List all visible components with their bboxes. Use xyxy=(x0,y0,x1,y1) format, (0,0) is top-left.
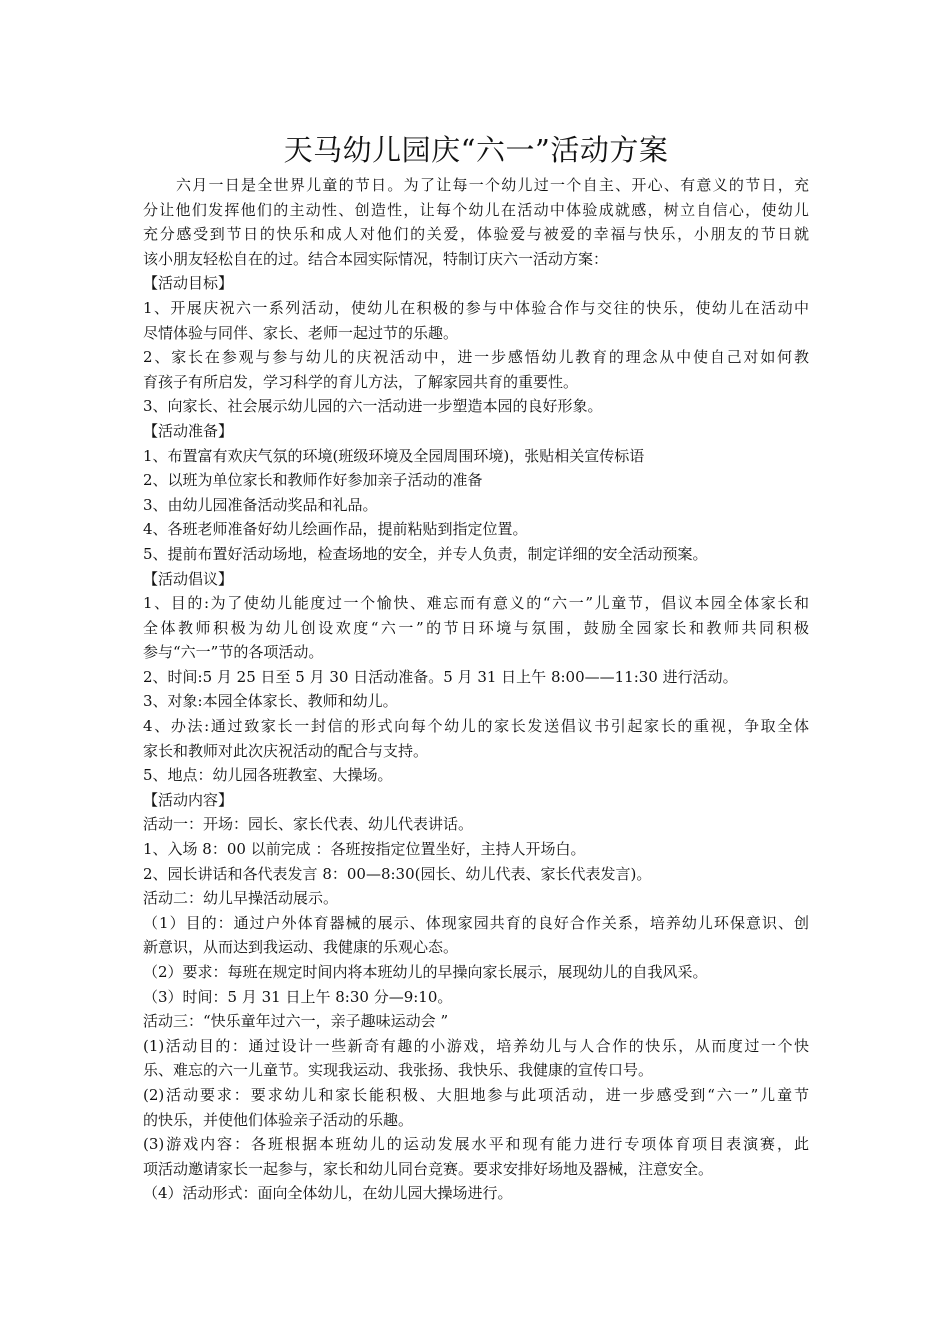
text-line: 【活动准备】 xyxy=(143,421,234,440)
text-line: 参与“六一”节的各项活动。 xyxy=(143,643,324,662)
text-line: 该小朋友轻松自在的过。结合本园实际情况，特制订庆六一活动方案： xyxy=(143,249,609,268)
text-line: (1)活动目的：通过设计一些新奇有趣的小游戏，培养幼儿与人合作的快乐，从而度过一个快 xyxy=(143,1036,809,1055)
text-line: 2、家长在参观与参与幼儿的庆祝活动中，进一步感悟幼儿教育的理念从中使自己对如何教 xyxy=(143,348,809,367)
text-line: 尽情体验与同伴、家长、老师一起过节的乐趣。 xyxy=(143,323,459,342)
text-line: 【活动目标】 xyxy=(143,274,234,293)
text-line: 3、由幼儿园准备活动奖品和礼品。 xyxy=(143,495,378,514)
text-line: （2）要求：每班在规定时间内将本班幼儿的早操向家长展示，展现幼儿的自我风采。 xyxy=(143,963,708,981)
text-line: 活动二：幼儿早操活动展示。 xyxy=(143,889,339,908)
text-line: 全体教师积极为幼儿创设欢度“六一”的节日环境与氛围，鼓励全园家长和教师共同积极 xyxy=(143,618,809,637)
text-line: 活动三：“快乐童年过六一，亲子趣味运动会 ” xyxy=(143,1012,449,1031)
text-line: 活动一：开场：园长、家长代表、幼儿代表讲话。 xyxy=(143,815,474,834)
document-lines xyxy=(143,173,809,1206)
text-line: 2、园长讲话和各代表发言 8：00—8:30(园长、幼儿代表、家长代表发言)。 xyxy=(143,864,652,883)
text-line: 六月一日是全世界儿童的节日。为了让每一个幼儿过一个自主、开心、有意义的节日，充 xyxy=(176,176,809,194)
text-line: 乐、难忘的六一儿童节。实现我运动、我张扬、我快乐、我健康的宣传口号。 xyxy=(143,1061,654,1080)
text-line: 3、向家长、社会展示幼儿园的六一活动进一步塑造本园的良好形象。 xyxy=(143,397,603,416)
text-line: 充分感受到节日的快乐和成人对他们的关爱，体验爱与被爱的幸福与快乐，小朋友的节日就 xyxy=(143,225,809,244)
text-line: 4、各班老师准备好幼儿绘画作品，提前粘贴到指定位置。 xyxy=(143,520,528,539)
document-body xyxy=(143,128,809,1206)
text-line: 5、提前布置好活动场地，检查场地的安全，并专人负责，制定详细的安全活动预案。 xyxy=(143,544,708,563)
text-line: 2、以班为单位家长和教师作好参加亲子活动的准备 xyxy=(143,471,483,490)
text-line: (3)游戏内容：各班根据本班幼儿的运动发展水平和现有能力进行专项体育项目表演赛，此 xyxy=(143,1135,809,1154)
text-line: 新意识，从而达到我运动、我健康的乐观心态。 xyxy=(143,938,459,957)
text-line: 1、开展庆祝六一系列活动，使幼儿在积极的参与中体验合作与交往的快乐，使幼儿在活动中 xyxy=(143,298,809,317)
text-line: 家长和教师对此次庆祝活动的配合与支持。 xyxy=(143,741,429,760)
text-line: 【活动内容】 xyxy=(143,790,234,809)
text-line: （1）目的：通过户外体育器械的展示、体现家园共育的良好合作关系，培养幼儿环保意识、创 xyxy=(143,913,809,932)
text-line: 1、目的:为了使幼儿能度过一个愉快、难忘而有意义的“六一”儿童节，倡议本园全体家长和 xyxy=(143,594,809,613)
text-line: 1、入场 8：00 以前完成 ：各班按指定位置坐好，主持人开场白。 xyxy=(143,840,586,859)
text-line: 1、布置富有欢庆气氛的环境(班级环境及全园周围环境)，张贴相关宣传标语 xyxy=(143,446,645,465)
text-line: 的快乐，并使他们体验亲子活动的乐趣。 xyxy=(143,1110,414,1129)
text-line: 2、时间:5 月 25 日至 5 月 30 日活动准备。5 月 31 日上午 8:00——11:30 进行活动。 xyxy=(143,667,738,686)
text-line: 4、办法:通过致家长一封信的形式向每个幼儿的家长发送倡议书引起家长的重视，争取全体 xyxy=(143,717,809,736)
text-line: (2)活动要求：要求幼儿和家长能积极、大胆地参与此项活动，进一步感受到“六一”儿童节 xyxy=(143,1085,809,1104)
text-line: 分让他们发挥他们的主动性、创造性，让每个幼儿在活动中体验成就感，树立自信心，使幼儿 xyxy=(143,200,809,219)
text-line: （4）活动形式：面向全体幼儿，在幼儿园大操场进行。 xyxy=(143,1184,513,1203)
text-line: 项活动邀请家长一起参与，家长和幼儿同台竞赛。要求安排好场地及器械，注意安全。 xyxy=(143,1159,714,1178)
text-line: 3、对象:本园全体家长、教师和幼儿。 xyxy=(143,692,398,711)
text-line: 5、地点：幼儿园各班教室、大操场。 xyxy=(143,766,393,785)
text-line: （3）时间：5 月 31 日上午 8:30 分—9:10。 xyxy=(143,987,453,1006)
text-line: 【活动倡议】 xyxy=(143,569,234,588)
document-title: 天马幼儿园庆“六一”活动方案 xyxy=(283,133,669,167)
text-line: 育孩子有所启发，学习科学的育儿方法，了解家园共育的重要性。 xyxy=(143,372,579,391)
